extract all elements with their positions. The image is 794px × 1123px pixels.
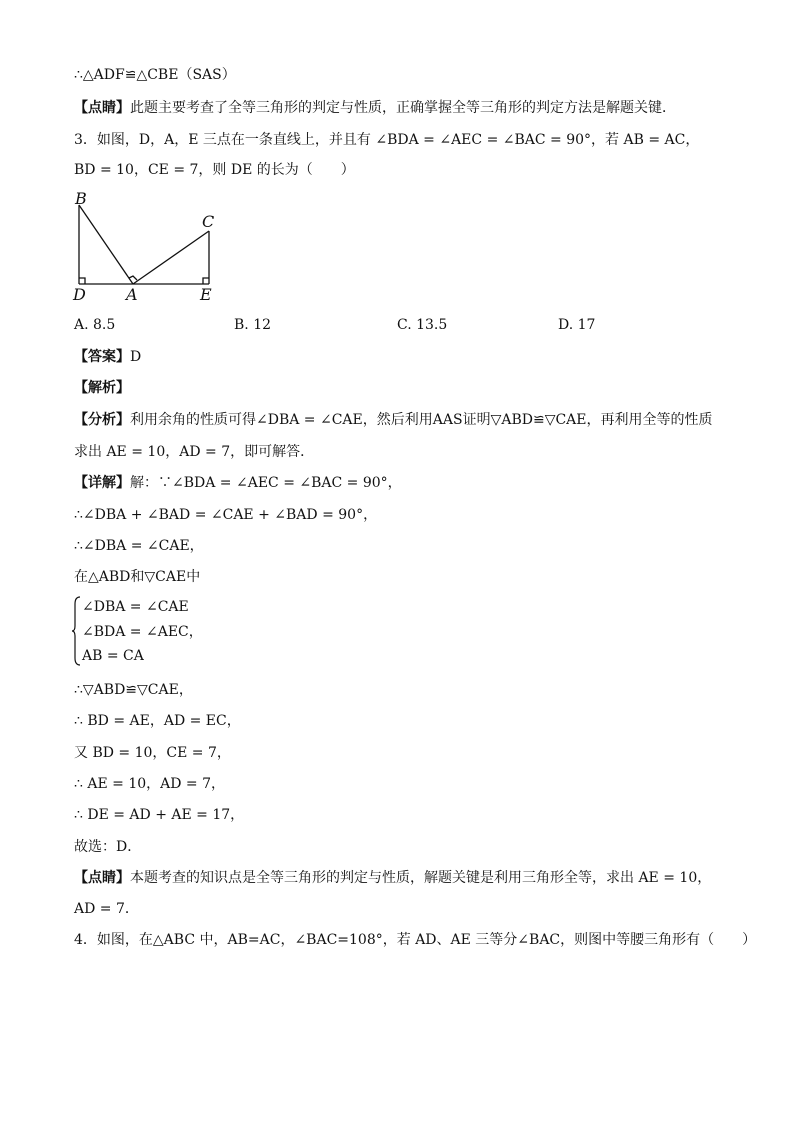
detail-line-1 (74, 474, 402, 492)
brace-line-1: ∠DBA = ∠CAE (82, 599, 189, 615)
segment-ac (133, 231, 209, 284)
remark-2-line-1 (74, 869, 711, 887)
remark-line-1 (74, 99, 676, 117)
label-b: B (75, 189, 87, 208)
text-line-conclusion: ∴△ADF≌△CBE（SAS） (74, 67, 236, 83)
detail-line-6: ∴ BD = AE，AD = EC， (74, 713, 241, 729)
question-4: 4．如图，在△ABC 中，AB=AC，∠BAC=108°，若 AD、AE 三等分∠BAC，则图中等腰三角形有（ ） (74, 932, 757, 948)
segment-ba (79, 205, 133, 284)
analysis-tag: 【分析】 (74, 412, 130, 428)
analysis-text-1: 利用余角的性质可得∠DBA = ∠CAE，然后利用AAS证明▽ABD≌▽CAE，再利用全等的性质 (130, 412, 713, 428)
answer-tag: 【答案】 (74, 349, 130, 365)
detail-line-7: 又 BD = 10，CE = 7， (74, 745, 231, 761)
detail-line-8: ∴ AE = 10，AD = 7， (74, 776, 226, 792)
detail-line-9: ∴ DE = AD + AE = 17， (74, 807, 245, 823)
label-a: A (126, 285, 138, 304)
label-c: C (202, 212, 215, 231)
answer-line (74, 348, 141, 366)
option-d: D. 17 (558, 317, 596, 333)
label-e: E (200, 285, 212, 304)
detail-line-4: 在△ABD和▽CAE中 (74, 569, 201, 585)
detail-text-1: 解：∵∠BDA = ∠AEC = ∠BAC = 90°， (130, 475, 402, 491)
option-b: B. 12 (234, 317, 272, 333)
brace-line-3: AB = CA (82, 648, 144, 664)
option-a: A. 8.5 (74, 317, 116, 333)
answer-value: D (130, 349, 142, 365)
remark-text: 此题主要考查了全等三角形的判定与性质，正确掌握全等三角形的判定方法是解题关键． (130, 100, 676, 116)
brace-line-2: ∠BDA = ∠AEC， (82, 624, 203, 640)
left-brace (72, 596, 82, 666)
remark-2-text: 本题考查的知识点是全等三角形的判定与性质，解题关键是利用三角形全等，求出 AE = 10， (130, 870, 712, 886)
geometry-figure (70, 188, 230, 304)
detail-tag: 【详解】 (74, 475, 130, 491)
detail-line-2: ∴∠DBA + ∠BAD = ∠CAE + ∠BAD = 90°， (74, 507, 378, 523)
analysis-heading: 【解析】 (74, 380, 130, 396)
label-d: D (73, 285, 86, 304)
analysis-line-1 (74, 411, 713, 429)
right-angle-mark-d (79, 278, 85, 284)
option-c: C. 13.5 (397, 317, 448, 333)
detail-line-5: ∴▽ABD≌▽CAE， (74, 682, 193, 698)
right-angle-mark-e (203, 278, 209, 284)
remark-tag: 【点睛】 (74, 100, 130, 116)
remark-2-tag: 【点睛】 (74, 870, 130, 886)
question-3-line-2: BD = 10，CE = 7，则 DE 的长为（ ） (74, 162, 355, 178)
detail-line-3: ∴∠DBA = ∠CAE， (74, 538, 204, 554)
analysis-line-2: 求出 AE = 10，AD = 7，即可解答． (74, 444, 315, 460)
remark-2-line-2: AD = 7． (74, 901, 139, 917)
question-3-line-1: 3．如图，D，A，E 三点在一条直线上，并且有 ∠BDA = ∠AEC = ∠BAC = 90°，若 AB = AC， (74, 132, 700, 148)
detail-line-10: 故选：D． (74, 839, 142, 855)
